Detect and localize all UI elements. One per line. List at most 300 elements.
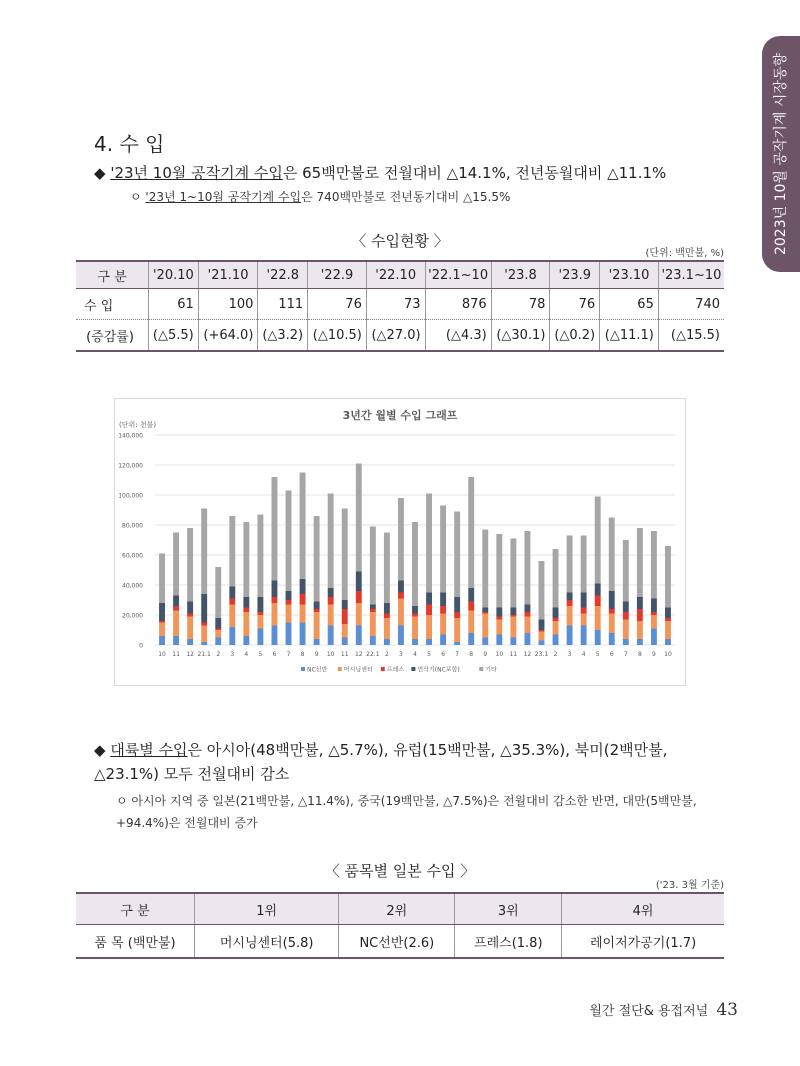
table-cell: 876: [425, 289, 491, 320]
legend-swatch: [381, 667, 385, 671]
x-tick-label: 6: [441, 651, 446, 658]
bar-segment: [173, 611, 179, 637]
table-cell: 61: [149, 289, 199, 320]
table-cell: 수 입: [76, 289, 149, 320]
bar-segment: [595, 497, 601, 584]
bar-segment: [173, 596, 179, 607]
bar-segment: [440, 506, 446, 593]
bar-segment: [356, 591, 362, 603]
bar-segment: [581, 593, 587, 608]
bar-segment: [510, 617, 516, 638]
bar-segment: [440, 614, 446, 635]
bar-segment: [243, 612, 249, 636]
x-tick-label: 2: [553, 651, 558, 658]
table-cell: 76: [550, 289, 600, 320]
bar-segment: [370, 527, 376, 605]
bar-segment: [243, 636, 249, 645]
table-cell: 78: [491, 289, 550, 320]
bar-segment: [342, 624, 348, 638]
x-tick-label: 3: [399, 651, 403, 658]
x-tick-label: 9: [652, 651, 656, 658]
bar-segment: [510, 615, 516, 617]
bar-segment: [412, 617, 418, 640]
bar-segment: [454, 618, 460, 642]
bar-segment: [286, 605, 292, 623]
bar-segment: [159, 636, 165, 645]
table-header: 1위: [195, 893, 339, 925]
table-cell: (△0.2): [550, 320, 600, 352]
circle-bullet-icon: ㅇ: [130, 190, 142, 204]
section-title: 4. 수 입: [94, 132, 165, 156]
bar-segment: [286, 591, 292, 600]
bar-segment: [370, 605, 376, 610]
bar-segment: [609, 518, 615, 592]
bar-segment: [412, 614, 418, 617]
bar-segment: [159, 623, 165, 637]
bar-segment: [243, 608, 249, 613]
bar-segment: [426, 605, 432, 616]
bar-segment: [384, 618, 390, 639]
bar-segment: [272, 626, 278, 646]
bar-segment: [651, 612, 657, 615]
bar-segment: [454, 597, 460, 612]
table-cell: 100: [198, 289, 258, 320]
bar-segment: [201, 623, 207, 626]
bar-segment: [567, 626, 573, 646]
table-header: '20.10: [149, 261, 199, 289]
x-tick-label: 5: [427, 651, 431, 658]
bar-segment: [567, 593, 573, 601]
bar-segment: [454, 612, 460, 618]
bar-segment: [567, 600, 573, 606]
x-tick-label: 9: [483, 651, 488, 658]
bar-segment: [398, 593, 404, 599]
bar-segment: [314, 609, 320, 612]
sub-bullet-underlined: '23년 1~10월 공작기계 수입: [145, 190, 302, 204]
table-header: 구 분: [76, 261, 149, 289]
bar-segment: [496, 620, 502, 635]
chart-title: 3년간 월별 수입 그래프: [342, 409, 458, 422]
page-footer: [589, 1000, 738, 1020]
bar-segment: [384, 603, 390, 614]
import-status-unit: (단위: 백만불, %): [645, 248, 724, 259]
sub-bullet-text: 은 740백만불로 전년동기대비 △15.5%: [301, 190, 511, 204]
bar-segment: [637, 621, 643, 639]
bar-segment: [567, 536, 573, 593]
y-tick-label: 60,000: [122, 552, 143, 560]
bar-segment: [567, 606, 573, 626]
bar-segment: [581, 614, 587, 626]
x-tick-label: 2: [216, 651, 221, 658]
chart-canvas: [115, 399, 685, 685]
x-tick-label: 6: [609, 651, 614, 658]
bar-segment: [623, 540, 629, 602]
bar-segment: [286, 623, 292, 646]
bar-segment: [370, 609, 376, 612]
bar-segment: [356, 626, 362, 646]
y-tick-label: 0: [139, 642, 143, 650]
x-tick-label: 10: [326, 651, 335, 658]
bar-segment: [398, 599, 404, 626]
legend-swatch: [301, 667, 305, 671]
bar-segment: [637, 639, 643, 645]
bar-segment: [482, 608, 488, 613]
bar-segment: [651, 599, 657, 613]
bar-segment: [215, 567, 221, 618]
bar-segment: [272, 597, 278, 603]
bar-segment: [300, 473, 306, 580]
bar-segment: [201, 509, 207, 595]
bar-segment: [229, 516, 235, 587]
bar-segment: [159, 554, 165, 604]
bar-segment: [314, 602, 320, 610]
bar-segment: [257, 615, 263, 629]
x-tick-label: 11: [509, 651, 518, 658]
bar-segment: [356, 464, 362, 572]
bar-segment: [384, 533, 390, 604]
table-cell: (△27.0): [366, 320, 425, 352]
bar-segment: [524, 633, 530, 645]
bar-segment: [159, 621, 165, 623]
bar-segment: [300, 579, 306, 594]
bar-segment: [440, 635, 446, 646]
bar-segment: [229, 599, 235, 605]
table-header: '23.1~10: [658, 261, 724, 289]
legend-swatch: [411, 667, 415, 671]
bar-segment: [581, 608, 587, 614]
bar-segment: [286, 600, 292, 605]
bar-segment: [370, 636, 376, 645]
bar-segment: [524, 612, 530, 617]
bar-segment: [539, 632, 545, 641]
legend-label: 프레스: [386, 666, 405, 674]
bar-segment: [272, 603, 278, 626]
bar-segment: [300, 623, 306, 646]
bar-segment: [328, 626, 334, 646]
x-tick-label: 4: [581, 651, 586, 658]
table-header: 구 분: [76, 893, 195, 925]
bar-segment: [595, 596, 601, 607]
bar-segment: [539, 630, 545, 632]
y-tick-label: 140,000: [118, 432, 143, 440]
legend-swatch: [479, 667, 483, 671]
bar-segment: [482, 612, 488, 614]
table-cell: (증감률): [76, 320, 149, 352]
x-tick-label: 10: [664, 651, 672, 658]
table-row: [76, 925, 724, 959]
legend-label: 기타: [485, 666, 497, 674]
bar-segment: [468, 633, 474, 645]
bar-segment: [496, 635, 502, 646]
bar-segment: [257, 597, 263, 612]
y-tick-label: 100,000: [118, 492, 143, 500]
table-cell: (△3.2): [258, 320, 308, 352]
x-tick-label: 11: [172, 651, 180, 658]
asia-sub-bullet-text: 아시아 지역 중 일본(21백만불, △11.4%), 중국(19백만불, △7.5%)은 전월대비 감소한 반면, 대만(5백만불, +94.4%)은 전월대비 증가: [116, 794, 697, 830]
bar-segment: [257, 612, 263, 615]
bar-segment: [384, 639, 390, 645]
bar-segment: [454, 642, 460, 645]
bar-segment: [510, 539, 516, 608]
bar-segment: [412, 639, 418, 645]
bar-segment: [187, 617, 193, 640]
legend-swatch: [338, 667, 342, 671]
y-tick-label: 80,000: [122, 522, 143, 530]
bar-segment: [496, 608, 502, 617]
bar-segment: [539, 561, 545, 620]
table-cell: 머시닝센터(5.8): [195, 925, 339, 959]
page-number: 43: [716, 1000, 738, 1020]
bar-segment: [229, 605, 235, 628]
table-header-row: [76, 261, 724, 289]
bar-segment: [215, 629, 221, 631]
bar-segment: [398, 581, 404, 593]
x-tick-label: 23.1: [534, 651, 549, 658]
x-tick-label: 5: [258, 651, 263, 658]
bar-segment: [187, 614, 193, 617]
table-row-change: [76, 320, 724, 352]
import-status-title: 〈 수입현황 〉: [351, 232, 449, 250]
bar-segment: [440, 593, 446, 607]
bar-segment: [539, 620, 545, 631]
y-tick-label: 20,000: [122, 612, 143, 620]
bar-segment: [482, 530, 488, 608]
bar-segment: [496, 534, 502, 608]
bar-segment: [243, 522, 249, 597]
table-header: '21.10: [198, 261, 258, 289]
headline-underlined: '23년 10월 공작기계 수입: [110, 164, 283, 182]
table-cell: 111: [258, 289, 308, 320]
bar-segment: [398, 498, 404, 581]
bar-segment: [426, 593, 432, 605]
table-header: 4위: [562, 893, 724, 925]
x-tick-label: 6: [272, 651, 277, 658]
bar-segment: [384, 614, 390, 619]
bar-segment: [553, 618, 559, 621]
table-header: '23.9: [550, 261, 600, 289]
bar-segment: [623, 639, 629, 645]
continent-underlined: 대륙별 수입: [110, 741, 188, 759]
x-tick-label: 12: [186, 651, 194, 658]
import-status-table: [76, 260, 724, 352]
x-tick-label: 3: [567, 651, 572, 658]
table-header: '22.10: [366, 261, 425, 289]
bar-segment: [524, 605, 530, 613]
bar-segment: [342, 600, 348, 609]
sub-bullet: [130, 188, 510, 205]
side-tab-label: 2023년 10월 공작기계 시장동향: [773, 52, 789, 256]
continent-bullet: [94, 738, 734, 786]
bar-segment: [173, 533, 179, 596]
table-header: 3위: [455, 893, 562, 925]
bar-segment: [665, 639, 671, 645]
bar-segment: [314, 612, 320, 639]
bar-segment: [272, 581, 278, 598]
bar-segment: [454, 512, 460, 598]
x-tick-label: 10: [495, 651, 504, 658]
bar-segment: [637, 528, 643, 597]
bar-segment: [201, 642, 207, 645]
table-cell: (△10.5): [308, 320, 367, 352]
bar-segment: [398, 626, 404, 646]
bar-segment: [623, 612, 629, 620]
bar-segment: [328, 588, 334, 597]
table-cell: (△5.5): [149, 320, 199, 352]
bar-segment: [651, 629, 657, 646]
bar-segment: [426, 494, 432, 593]
japan-import-table: [76, 892, 724, 959]
diamond-bullet-icon: ◆: [94, 741, 106, 759]
bar-segment: [595, 584, 601, 596]
bar-segment: [201, 626, 207, 643]
x-tick-label: 9: [314, 651, 319, 658]
table-header: 2위: [339, 893, 455, 925]
bar-segment: [328, 605, 334, 626]
bar-segment: [412, 606, 418, 614]
headline-bullet: [94, 162, 666, 183]
x-tick-label: 3: [230, 651, 235, 658]
bar-segment: [609, 609, 615, 614]
bar-segment: [496, 617, 502, 620]
x-tick-label: 12: [354, 651, 363, 658]
bar-segment: [468, 477, 474, 588]
x-tick-label: 11: [340, 651, 349, 658]
japan-import-note: ('23. 3월 기준): [655, 880, 724, 891]
bar-segment: [510, 638, 516, 646]
bar-segment: [201, 594, 207, 623]
bar-segment: [187, 639, 193, 645]
table-cell: NC선반(2.6): [339, 925, 455, 959]
table-header-row: [76, 893, 724, 925]
bar-segment: [595, 630, 601, 645]
bar-segment: [524, 531, 530, 605]
table-header: '22.1~10: [425, 261, 491, 289]
x-tick-label: 5: [595, 651, 600, 658]
x-tick-label: 21.1: [197, 651, 211, 658]
bar-segment: [623, 620, 629, 640]
x-tick-label: 8: [637, 651, 642, 658]
x-tick-label: 4: [413, 651, 417, 658]
bar-segment: [510, 608, 516, 616]
bar-segment: [482, 614, 488, 638]
table-cell: (△11.1): [600, 320, 659, 352]
bar-segment: [187, 528, 193, 602]
bar-segment: [609, 633, 615, 645]
y-tick-label: 120,000: [118, 462, 143, 470]
bar-segment: [300, 594, 306, 605]
bar-segment: [159, 603, 165, 621]
bar-segment: [553, 549, 559, 608]
continent-text: 은 아시아(48백만불, △5.7%), 유럽(15백만불, △35.3%), 북미(2백만불, △23.1%) 모두 전월대비 감소: [94, 741, 668, 783]
table-header: '23.10: [600, 261, 659, 289]
table-cell: 65: [600, 289, 659, 320]
bar-segment: [215, 630, 221, 638]
table-cell: 73: [366, 289, 425, 320]
x-tick-label: 8: [469, 651, 474, 658]
bar-segment: [468, 602, 474, 611]
bar-segment: [468, 588, 474, 602]
bar-segment: [651, 615, 657, 629]
bar-segment: [229, 587, 235, 599]
bar-segment: [553, 621, 559, 635]
bar-segment: [328, 597, 334, 605]
bar-segment: [482, 638, 488, 646]
x-tick-label: 22.1: [366, 651, 380, 658]
bar-segment: [651, 531, 657, 599]
table-header: '22.9: [308, 261, 367, 289]
bar-segment: [623, 602, 629, 613]
x-tick-label: 12: [523, 651, 532, 658]
bar-segment: [300, 605, 306, 623]
table-row-import: [76, 289, 724, 320]
bar-segment: [342, 509, 348, 601]
bar-segment: [665, 546, 671, 608]
bar-segment: [286, 491, 292, 592]
bar-segment: [665, 618, 671, 621]
table-cell: (△4.3): [425, 320, 491, 352]
table-header: '23.8: [491, 261, 550, 289]
bar-segment: [637, 597, 643, 609]
japan-import-title: 〈 품목별 일본 수입 〉: [324, 862, 476, 880]
circle-bullet-icon: ㅇ: [116, 794, 128, 808]
x-tick-label: 7: [286, 651, 291, 658]
x-tick-label: 10: [158, 651, 166, 658]
bar-segment: [595, 606, 601, 630]
journal-name: 월간 절단& 용접저널: [589, 1004, 709, 1019]
bar-segment: [272, 477, 278, 581]
bar-segment: [440, 606, 446, 614]
bar-segment: [665, 621, 671, 639]
headline-text: 은 65백만불로 전월대비 △14.1%, 전년동월대비 △11.1%: [282, 164, 667, 182]
table-cell: (△30.1): [491, 320, 550, 352]
table-header: '22.8: [258, 261, 308, 289]
table-cell: 740: [658, 289, 724, 320]
bar-segment: [468, 611, 474, 634]
bar-segment: [229, 627, 235, 645]
bar-segment: [412, 522, 418, 606]
bar-segment: [665, 608, 671, 619]
bar-segment: [356, 572, 362, 592]
table-cell: 프레스(1.8): [455, 925, 562, 959]
bar-segment: [173, 636, 179, 645]
bar-segment: [173, 606, 179, 611]
bar-segment: [609, 614, 615, 634]
bar-segment: [314, 516, 320, 602]
bar-segment: [243, 597, 249, 608]
y-tick-label: 40,000: [122, 582, 143, 590]
table-cell: (+64.0): [198, 320, 258, 352]
bar-segment: [553, 608, 559, 619]
bar-segment: [426, 639, 432, 645]
legend-label: 머시닝센터: [343, 666, 373, 674]
bar-segment: [257, 515, 263, 598]
bar-segment: [257, 629, 263, 646]
bar-segment: [637, 609, 643, 621]
asia-sub-bullet: [116, 790, 736, 834]
table-cell: 품 목 (백만불): [76, 925, 195, 959]
bar-segment: [187, 602, 193, 614]
bar-segment: [426, 615, 432, 639]
bar-segment: [370, 612, 376, 636]
monthly-import-chart: [114, 398, 686, 686]
x-tick-label: 2: [384, 651, 389, 658]
diamond-bullet-icon: ◆: [94, 164, 106, 182]
bar-segment: [328, 494, 334, 589]
bar-segment: [314, 639, 320, 645]
chart-unit-label: (단위: 천불): [119, 421, 157, 429]
bar-segment: [609, 591, 615, 609]
bar-segment: [342, 638, 348, 646]
